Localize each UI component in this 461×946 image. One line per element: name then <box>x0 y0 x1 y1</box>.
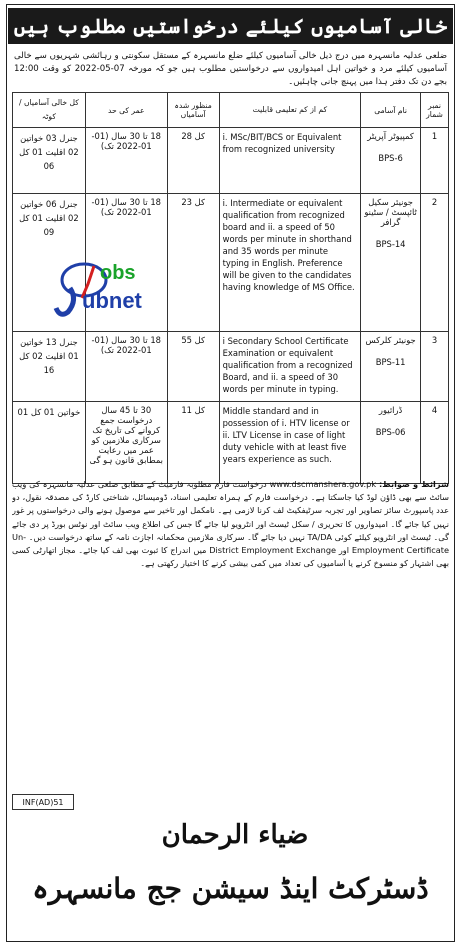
cell-sr: 1 <box>421 128 449 194</box>
ad-title: خالی آسامیوں کیلئے درخواستیں مطلوب ہیں <box>8 8 453 44</box>
col-header-sanctioned: منظور شدہ آسامیاں <box>167 93 219 128</box>
post-name: ڈرائیور <box>378 405 403 415</box>
post-bps: BPS-11 <box>375 357 406 367</box>
reference-number: INF(AD)51 <box>12 794 74 810</box>
cell-quota: جنرل 03 خواتین 02 اقلیت 01 کل 06 <box>13 128 86 194</box>
cell-sanctioned: کل 11 <box>167 402 219 484</box>
watermark-line2: ubnet <box>82 288 142 313</box>
cell-post <box>361 194 421 332</box>
terms-and-conditions <box>12 478 449 784</box>
cell-qualification: i. MSc/BIT/BCS or Equivalent from recognized university <box>219 128 361 194</box>
col-header-sr: نمبر شمار <box>421 93 449 128</box>
terms-website[interactable]: www.dscmanshera.gov.pk <box>269 479 377 489</box>
signatory-designation: ڈسٹرکٹ اینڈ سیشن جج مانسہرہ <box>32 872 429 905</box>
cell-qualification: Middle standard and in possession of i. HTV license or ii. LTV License in case of light duty vehicle with at least five years experience as such. <box>219 402 361 484</box>
ad-intro: ضلعی عدلیہ مانسہرہ میں درج ذیل خالی آسامیوں کیلئے ضلع مانسہرہ کے مستقل سکونتی و رہائشی شہریوں سے خالی آسامیوں کیلئے مرد و خواتین اہل امیدواروں سے درخواستیں مطلوب ہیں جو کہ مورخہ 07-05-2022 کو وقت 12:00 بجے دن تک دفتر ہذا میں پہنچ جانی چاہئیں۔ <box>14 51 447 87</box>
table-row <box>13 402 449 484</box>
signatory-name: ضیاء الرحمان <box>161 820 309 850</box>
cell-age: 18 تا 30 سال (01-01-2022 تک) <box>85 332 167 402</box>
table-row <box>13 128 449 194</box>
post-bps: BPS-06 <box>375 427 406 437</box>
cell-sanctioned: کل 55 <box>167 332 219 402</box>
cell-quota: جنرل 13 خواتین 01 اقلیت 02 کل 16 <box>13 332 86 402</box>
post-name: کمپیوٹر آپریٹر <box>367 131 414 141</box>
cell-post <box>361 402 421 484</box>
cell-sanctioned: کل 28 <box>167 128 219 194</box>
post-name: جونیئر کلرکس <box>365 335 416 345</box>
terms-heading: شرائط و ضوابط: <box>378 479 449 489</box>
cell-post <box>361 128 421 194</box>
cell-qualification: i Secondary School Certificate Examination or equivalent qualification from a recognized Board, and ii. a speed of 30 words per minute in typing. <box>219 332 361 402</box>
jobs-subnet-watermark <box>48 258 168 320</box>
cell-age: 18 تا 30 سال (01-01-2022 تک) <box>85 194 167 332</box>
cell-sr: 2 <box>421 194 449 332</box>
cell-age: 30 تا 45 سال درخواست جمع کروانے کی تاریخ تک سرکاری ملازمین کو عمر میں رعایت بمطابق قانون ہو گی <box>85 402 167 484</box>
col-header-age: عمر کی حد <box>85 93 167 128</box>
table-header-row <box>13 93 449 128</box>
cell-quota: جنرل 06 خواتین 02 اقلیت 01 کل 09 <box>13 194 86 332</box>
post-name: جونیئر سکیل ٹائپسٹ / سٹینو گرافر <box>364 197 417 227</box>
cell-qualification: i. Intermediate or equivalent qualification from recognized board and ii. a speed of 50 words per minute in shorthand and 35 words per minute typing in English. Preference will be given to the candidates having knowledge of MS Office. <box>219 194 361 332</box>
col-header-post: نام آسامی <box>361 93 421 128</box>
terms-body: درخواست فارم مطلوبہ فارمیٹ کے مطابق ضلعی عدلیہ مانسہرہ کی ویب سائٹ سے بھی ڈاؤن لوڈ کیا جاسکتا ہے۔ درخواست فارم کے ہمراہ تعلیمی اسناد، ڈومیسائل، شناختی کارڈ کی مصدقہ نقول، دو عدد پاسپورٹ سائز تصاویر اور تجربہ سرٹیفکیٹ لف کرنا لازمی ہے۔ نامکمل اور تاخیر سے موصول ہونے والی درخواستوں پر غور نہیں کیا جائے گا۔ امیدواروں کا تحریری / سکل ٹیسٹ اور انٹرویو لیا جائے گا جس کی اطلاع ویب سائٹ اور نوٹس بورڈ پر دی جائے گی۔ ٹیسٹ اور انٹرویو کیلئے کوئی TA/DA نہیں دیا جائے گا۔ سرکاری ملازمین محکمانہ اجازت نامہ کے ساتھ درخواست دیں۔ Un-Employment Certificate اور District Employment Exchange میں اندراج کا ثبوت بھی لف کیا جائے۔ مجاز اتھارٹی کسی بھی اشتہار کو منسوخ کرنے یا آسامیوں کی تعداد میں کمی بیشی کرنے کا اختیار رکھتی ہے۔ <box>12 479 449 569</box>
cell-quota: خواتین 01 کل 01 <box>13 402 86 484</box>
cell-sr: 4 <box>421 402 449 484</box>
col-header-quota: کل خالی آسامیاں / کوٹہ <box>13 93 86 128</box>
table-row <box>13 332 449 402</box>
cell-post <box>361 332 421 402</box>
post-bps: BPS-14 <box>375 239 406 249</box>
post-bps: BPS-6 <box>378 153 403 163</box>
watermark-line1: obs <box>100 262 136 284</box>
col-header-qualification: کم از کم تعلیمی قابلیت <box>219 93 361 128</box>
cell-sr: 3 <box>421 332 449 402</box>
cell-age: 18 تا 30 سال (01-01-2022 تک) <box>85 128 167 194</box>
cell-sanctioned: کل 23 <box>167 194 219 332</box>
